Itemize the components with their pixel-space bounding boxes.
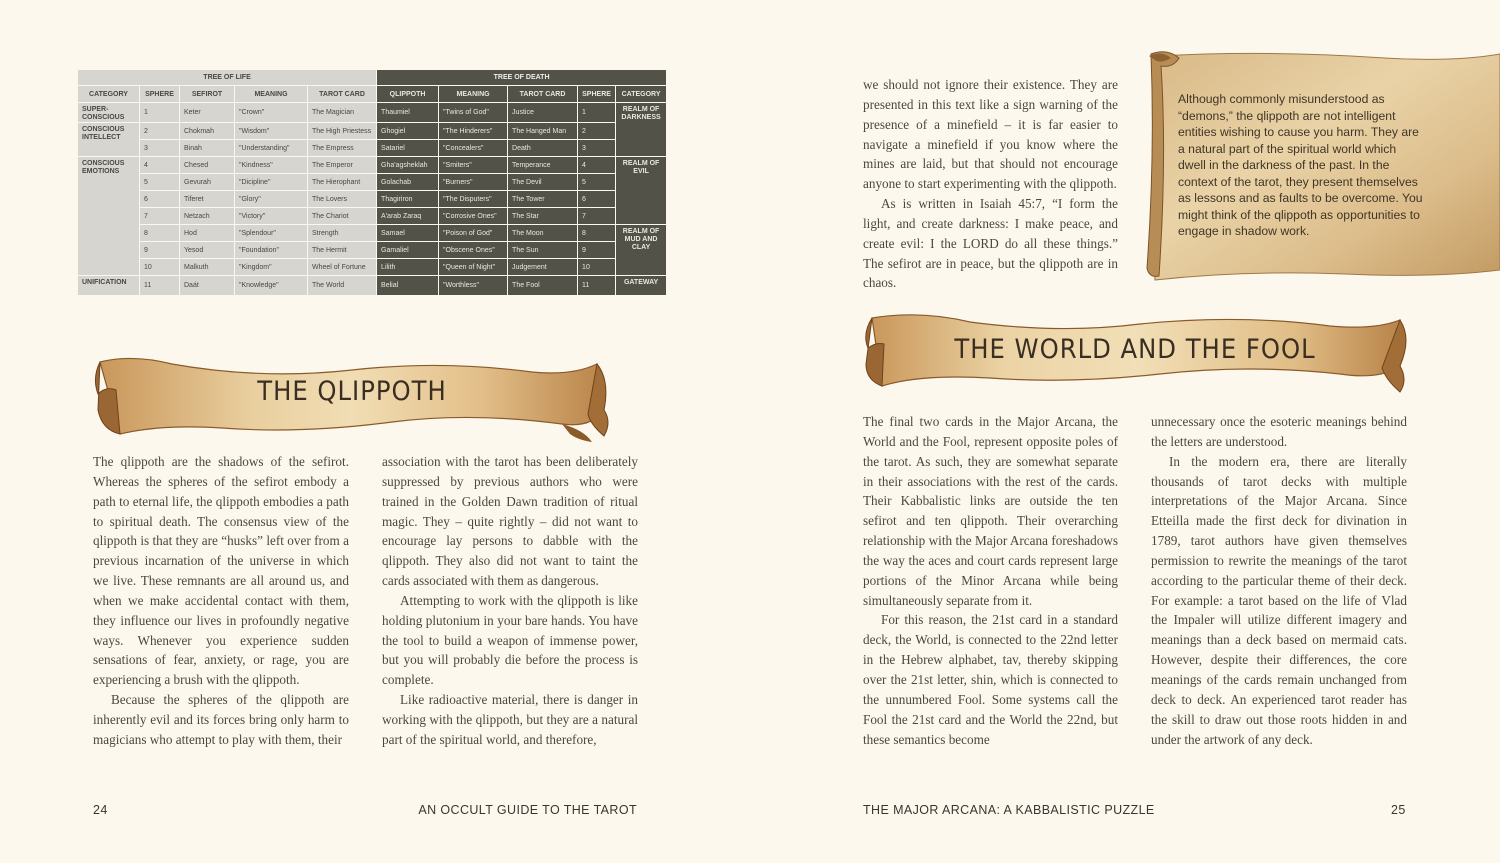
table-row [78,103,667,123]
paragraph: association with the tarot has been deliberately suppressed by previous authors who were trained in the Golden Dawn tradition of ritual magic. They – quite rightly – did not want to encourage lay persons to dabble with the qlippoth. They also did not want to taint the cards associated with them as dangerous. [382,454,638,589]
table-cell: The Sun [508,242,578,259]
table-cell: "Understanding" [235,140,308,157]
paragraph: Attempting to work with the qlippoth is like holding plutonium in your bare hands. You have the tool to build a weapon of immense power, but you will probably die before the process is complete. [382,592,638,688]
table-cell: The Chariot [308,208,377,225]
table-cell: The Emperor [308,157,377,174]
table-row [78,225,667,242]
table-cell: 6 [140,191,180,208]
table-cell: "Obscene Ones" [439,242,508,259]
life-category-cell: UNIFICATION [78,276,140,296]
world-fool-banner [860,308,1410,398]
table-cell: 4 [578,157,616,174]
table-cell: 5 [578,174,616,191]
column-header: SPHERE [578,86,616,103]
paragraph: Like radioactive material, there is danger in working with the qlippoth, but they are a natural part of the spiritual world, and therefore, [382,692,638,747]
table-cell: Temperance [508,157,578,174]
table-cell: 9 [578,242,616,259]
table-cell: 4 [140,157,180,174]
table-cell: Gamaliel [377,242,439,259]
table-cell: "Concealers" [439,140,508,157]
table-cell: 10 [578,259,616,276]
death-category-cell: REALM OF DARKNESS [616,103,667,157]
table-row [78,242,667,259]
table-cell: The Star [508,208,578,225]
paragraph: unnecessary once the esoteric meanings behind the letters are understood. [1151,414,1407,449]
table-row [78,174,667,191]
life-category-cell: CONSCIOUS INTELLECT [78,123,140,157]
table-cell: 10 [140,259,180,276]
text-column-2 [382,452,638,750]
column-header: CATEGORY [616,86,667,103]
table-row [78,123,667,140]
page-number: 24 [93,803,108,817]
life-category-cell: SUPER-CONSCIOUS [78,103,140,123]
column-header: SEFIROT [180,86,235,103]
tree-table [77,69,667,296]
table-cell: Ghogiel [377,123,439,140]
table-cell: "The Hinderers" [439,123,508,140]
text-column-1 [93,452,349,750]
table-cell: Thaumiel [377,103,439,123]
table-cell: "Splendour" [235,225,308,242]
table-cell: 6 [578,191,616,208]
table-cell: 1 [140,103,180,123]
table-cell: 11 [578,276,616,296]
table-row [78,157,667,174]
table-cell: Wheel of Fortune [308,259,377,276]
table-cell: Tiferet [180,191,235,208]
table-cell: The Hanged Man [508,123,578,140]
table-cell: "Burners" [439,174,508,191]
paragraph: Because the spheres of the qlippoth are inherently evil and its forces bring only harm to magicians who attempt to play with them, their [93,692,349,747]
table-cell: The Hermit [308,242,377,259]
table-cell: Lilith [377,259,439,276]
table-cell: "Twins of God" [439,103,508,123]
column-header: TAROT CARD [508,86,578,103]
table-cell: "Dicipline" [235,174,308,191]
table-row [78,140,667,157]
table-cell: Keter [180,103,235,123]
text-column-top [863,75,1118,293]
tree-of-life-header: TREE OF LIFE [78,70,377,86]
table-cell: Gha'agsheklah [377,157,439,174]
table-cell: "Knowledge" [235,276,308,296]
column-header: QLIPPOTH [377,86,439,103]
table-cell: Hod [180,225,235,242]
death-category-cell: GATEWAY [616,276,667,296]
table-cell: 8 [578,225,616,242]
table-cell: A'arab Zaraq [377,208,439,225]
paragraph: The qlippoth are the shadows of the sefirot. Whereas the spheres of the sefirot embody a path to eternal life, the qlippoth embodies a path to spiritual death. The consensus view of the qlippoth is that they are “husks” left over from a previous incarnation of the universe in which we live. These remnants are all around us, and when we make accidental contact with them, they influence our lives in profoundly negative ways. Whenever you experience sudden sensations of fear, anxiety, or rage, you are experiencing a brush with the qlippoth. [93,454,349,688]
column-header: SPHERE [140,86,180,103]
table-cell: "The Disputers" [439,191,508,208]
table-cell: Daát [180,276,235,296]
table-cell: Satariel [377,140,439,157]
table-cell: Thagiriron [377,191,439,208]
table-cell: The Devil [508,174,578,191]
table-cell: 7 [140,208,180,225]
table-cell: The Moon [508,225,578,242]
table-cell: "Crown" [235,103,308,123]
table-cell: The Tower [508,191,578,208]
table-cell: 5 [140,174,180,191]
column-header: MEANING [235,86,308,103]
death-category-cell: REALM OF MUD AND CLAY [616,225,667,276]
table-cell: 1 [578,103,616,123]
running-title: AN OCCULT GUIDE TO THE TAROT [418,803,637,817]
tree-of-death-header: TREE OF DEATH [377,70,667,86]
table-cell: Golachab [377,174,439,191]
table-cell: "Poison of God" [439,225,508,242]
text-column-1 [863,412,1118,749]
paragraph: For this reason, the 21st card in a standard deck, the World, is connected to the 22nd letter in the Hebrew alphabet, tav, thereby skipping over the 21st letter, shin, which is connected to the unnumbered Fool. Some systems call the Fool the 21st card and the World the 22nd, but these semantics become [863,612,1118,747]
table-cell: 9 [140,242,180,259]
table-cell: Yesod [180,242,235,259]
table-cell: The Lovers [308,191,377,208]
table-cell: The World [308,276,377,296]
table-cell: "Queen of Night" [439,259,508,276]
column-header: CATEGORY [78,86,140,103]
table-cell: The Hierophant [308,174,377,191]
qlippoth-banner [92,350,612,450]
table-cell: Chokmah [180,123,235,140]
table-cell: 3 [578,140,616,157]
table-cell: Strength [308,225,377,242]
table-cell: The High Priestess [308,123,377,140]
paragraph: we should not ignore their existence. They are presented in this text like a sign warning of the presence of a minefield – it is far easier to navigate a minefield if you know where the mines are laid, but that should not encourage anyone to start experimenting with the qlippoth. [863,77,1118,192]
table-cell: Justice [508,103,578,123]
table-cell: "Foundation" [235,242,308,259]
table-cell: Death [508,140,578,157]
table-cell: Samael [377,225,439,242]
banner-title: THE QLIPPOTH [257,376,447,407]
table-cell: "Smiters" [439,157,508,174]
death-category-cell: REALM OF EVIL [616,157,667,225]
table-cell: Chesed [180,157,235,174]
table-cell: "Kingdom" [235,259,308,276]
table-cell: 3 [140,140,180,157]
page-number: 25 [1391,803,1406,817]
paragraph: As is written in Isaiah 45:7, “I form the light, and create darkness: I make peace, and create evil: I the LORD do all these things.” The sefirot are in peace, but the qlippoth are in chaos. [863,196,1118,291]
table-cell: 7 [578,208,616,225]
table-cell: "Worthless" [439,276,508,296]
table-row [78,259,667,276]
table-cell: "Kindness" [235,157,308,174]
table-row [78,208,667,225]
text-column-2 [1151,412,1407,749]
running-title: THE MAJOR ARCANA: A KABBALISTIC PUZZLE [863,803,1155,817]
parchment-note: Although commonly misunderstood as “demons,” the qlippoth are not intelligent entities wishing to cause you harm. They are a natural part of the spiritual world which dwell in the darkness of the past. In the context of the tarot, they present themselves as lessons and as faults to be overcome. You might think of the qlippoth as opportunities to engage in shadow work. [1178,92,1423,238]
paragraph: In the modern era, there are literally thousands of tarot decks with multiple interpretations of the Major Arcana. Since Etteilla made the first deck for divination in 1789, tarot authors have given themselves permission to rewrite the meanings of the tarot according to the particular theme of their deck. For example: a tarot based on the life of Vlad the Impaler will utilize different imagery and meanings than a deck based on mermaid cats. However, despite their differences, the core meanings of the cards remain unchanged from deck to deck. An experienced tarot reader has the skill to draw out those roots hidden in and under the artwork of any deck. [1151,453,1407,747]
table-row [78,191,667,208]
life-category-cell: CONSCIOUS EMOTIONS [78,157,140,276]
table-cell: Netzach [180,208,235,225]
banner-title: THE WORLD AND THE FOOL [954,334,1316,365]
table-cell: Malkuth [180,259,235,276]
table-cell: "Victory" [235,208,308,225]
table-cell: Binah [180,140,235,157]
tree-comparison-table [77,69,666,296]
table-cell: 2 [140,123,180,140]
table-cell: The Fool [508,276,578,296]
table-cell: "Glory" [235,191,308,208]
table-cell: The Magician [308,103,377,123]
table-cell: The Empress [308,140,377,157]
table-cell: 11 [140,276,180,296]
table-cell: "Corrosive Ones" [439,208,508,225]
table-cell: "Wisdom" [235,123,308,140]
paragraph: The final two cards in the Major Arcana, the World and the Fool, represent opposite poles of the tarot. As such, they are somewhat separate in their associations with the rest of the cards. Their Kabbalistic links are outside the ten sefirot and ten qlippoth. Their overarching relationship with the Major Arcana foreshadows the way the aces and court cards represent large portions of the Minor Arcana while being simultaneously separate from it. [863,414,1118,608]
column-header: TAROT CARD [308,86,377,103]
table-cell: Belial [377,276,439,296]
table-cell: Judgement [508,259,578,276]
table-cell: 8 [140,225,180,242]
column-header: MEANING [439,86,508,103]
table-cell: 2 [578,123,616,140]
table-cell: Gevurah [180,174,235,191]
table-row [78,276,667,296]
